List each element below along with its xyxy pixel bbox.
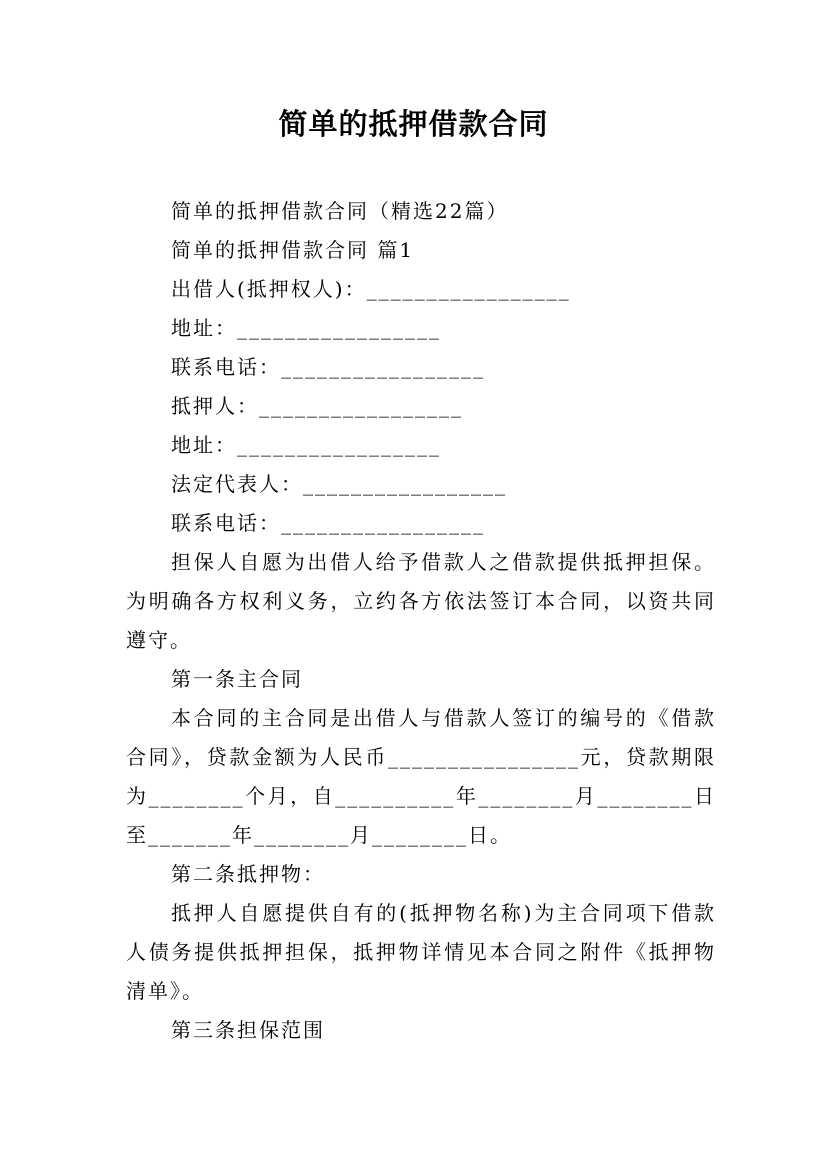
- document-title: 简单的抵押借款合同: [278, 107, 549, 141]
- article-1-heading: 第一条主合同: [171, 667, 303, 691]
- preamble-paragraph: 担保人自愿为出借人给予借款人之借款提供抵押担保。为明确各方权利义务，立约各方依法签订本合同，以资共同遵守。: [126, 550, 716, 652]
- mortgagor-address-field: 地址：_________________: [171, 433, 441, 457]
- lender-phone-field: 联系电话：_________________: [171, 355, 485, 379]
- article-1-paragraph: 本合同的主合同是出借人与借款人签订的编号的《借款合同》，贷款金额为人民币________________元，贷款期限为________个月，自__________年________月________日至_______年________月________日。: [126, 706, 716, 847]
- mortgagor-phone-field: 联系电话：_________________: [171, 511, 485, 535]
- section-heading: 简单的抵押借款合同 篇1: [171, 238, 415, 262]
- lender-field: 出借人(抵押权人)：_________________: [171, 277, 571, 301]
- article-3-heading: 第三条担保范围: [171, 1018, 325, 1042]
- mortgagor-field: 抵押人：_________________: [171, 394, 463, 418]
- article-2-heading: 第二条抵押物：: [171, 862, 325, 886]
- subtitle-line: 简单的抵押借款合同（精选22篇）: [171, 199, 509, 223]
- article-2-paragraph: 抵押人自愿提供自有的(抵押物名称)为主合同项下借款人债务提供抵押担保，抵押物详情见本合同之附件《抵押物清单》。: [126, 901, 716, 1003]
- lender-address-field: 地址：_________________: [171, 316, 441, 340]
- document-body: [126, 192, 716, 1050]
- legal-representative-field: 法定代表人：_________________: [171, 472, 507, 496]
